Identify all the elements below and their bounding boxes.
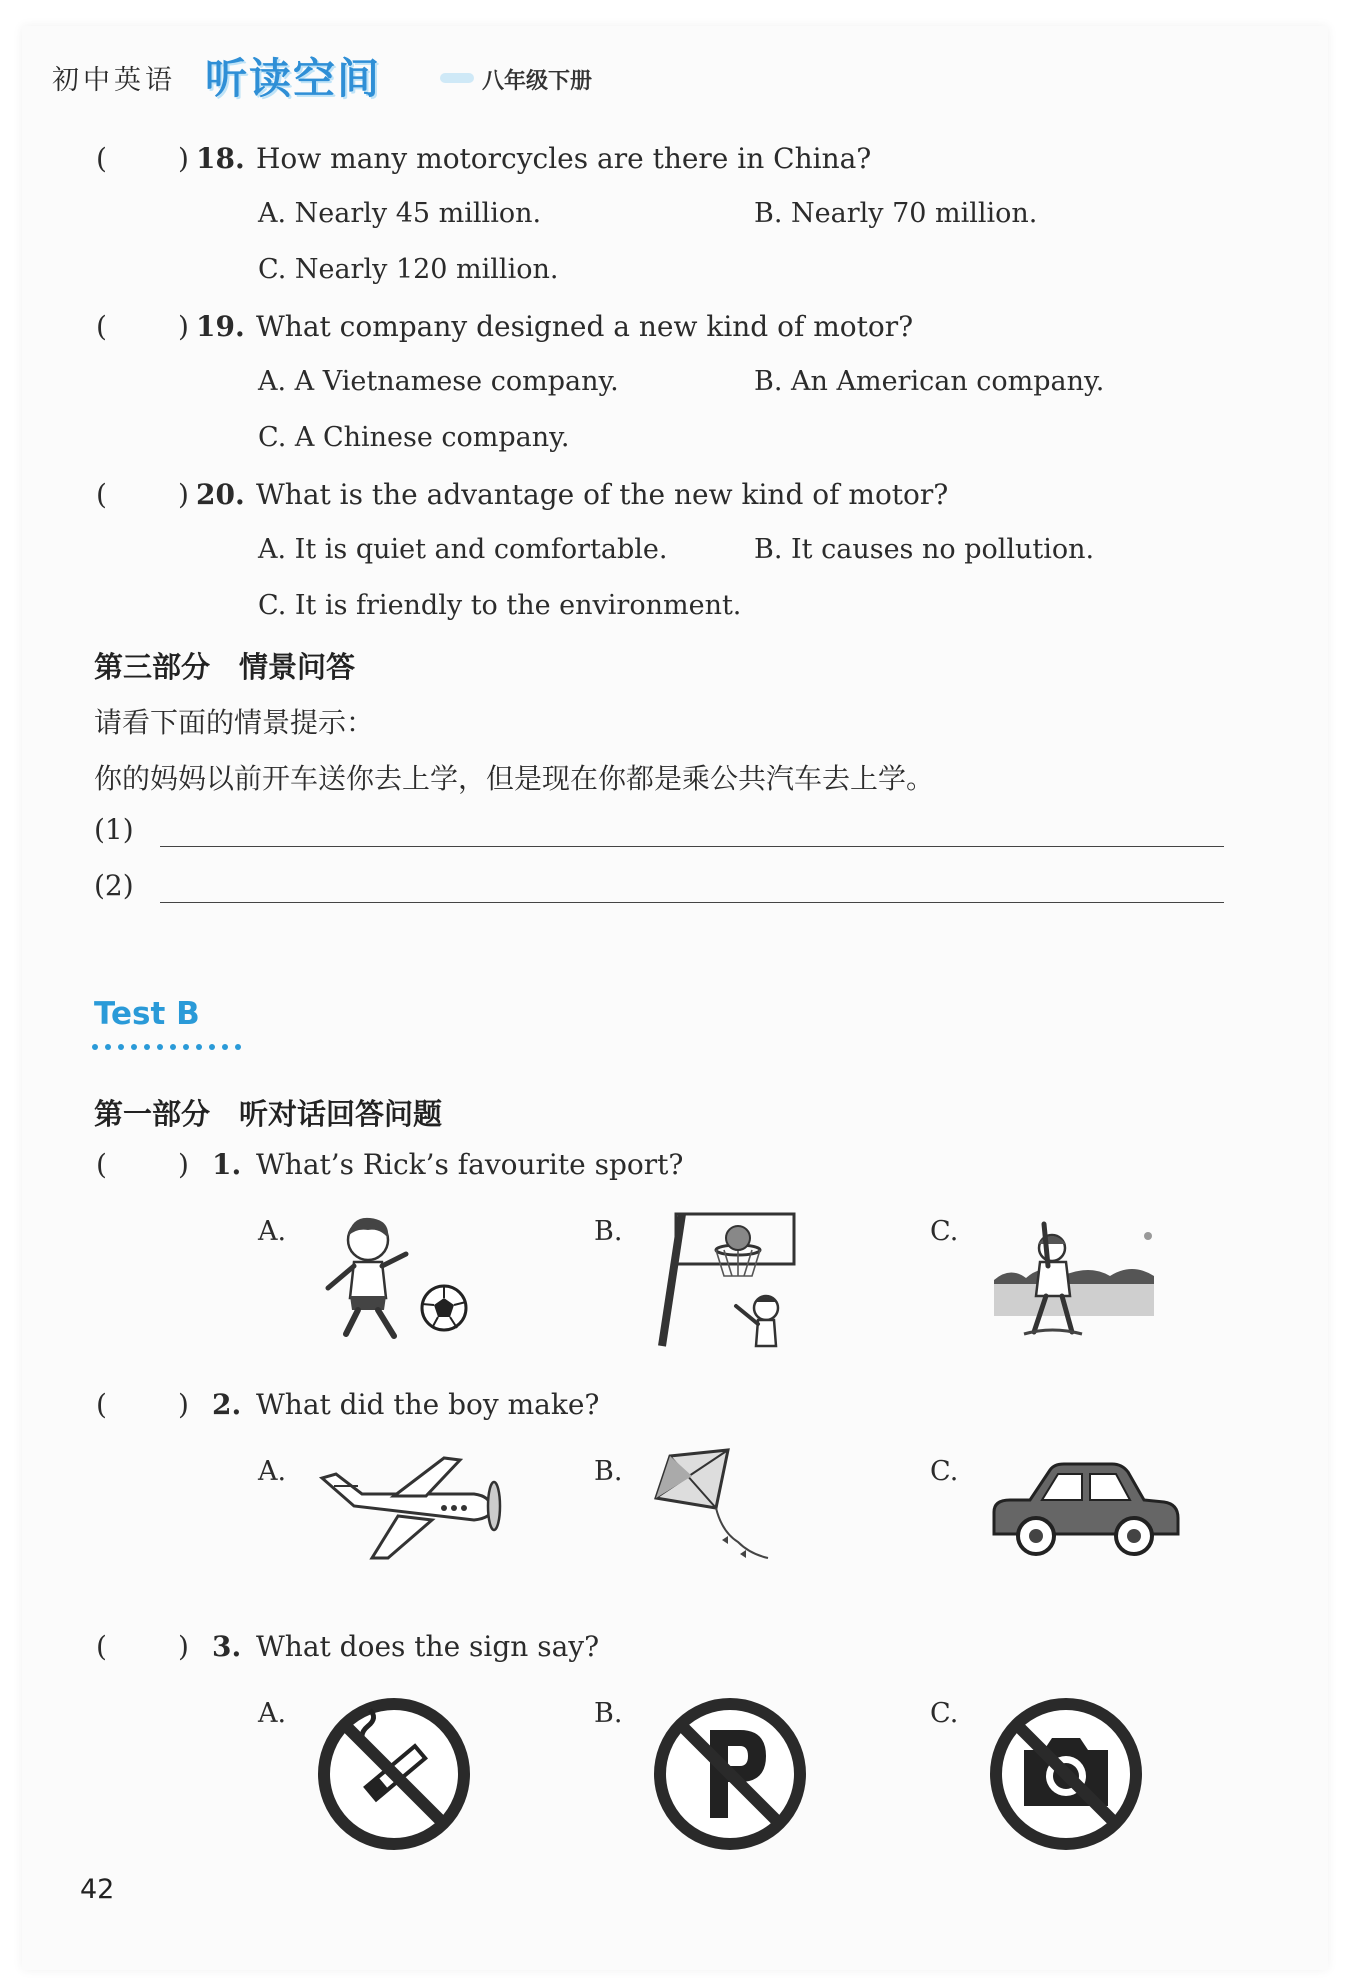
answer-paren-close: ): [178, 1388, 189, 1421]
blank-label: (2): [94, 869, 134, 902]
no-parking-icon: [652, 1696, 808, 1852]
no-camera-icon: [988, 1696, 1144, 1852]
answer-paren-close: ): [178, 310, 189, 343]
series-title: 初中英语: [52, 65, 176, 96]
scenario-prompt: 请看下面的情景提示：: [94, 706, 375, 739]
car-icon: [984, 1450, 1184, 1570]
question-text: What did the boy make?: [256, 1388, 600, 1421]
kite-icon: [650, 1446, 780, 1576]
answer-paren-open: (: [96, 1630, 107, 1663]
airplane-icon: [314, 1454, 514, 1564]
option-a-label: A.: [258, 1698, 287, 1729]
basketball-hoop-icon: [648, 1210, 798, 1350]
answer-paren-open: (: [96, 142, 107, 175]
option-b: B. Nearly 70 million.: [754, 198, 1038, 229]
question-number: 3.: [212, 1630, 242, 1663]
option-c: C. Nearly 120 million.: [258, 254, 559, 285]
page-number: 42: [80, 1874, 115, 1905]
answer-paren-close: ): [178, 1148, 189, 1181]
option-b-label: B.: [594, 1456, 623, 1487]
logo-text: 听读空间: [205, 54, 382, 103]
answer-paren-open: (: [96, 310, 107, 343]
question-text: How many motorcycles are there in China?: [256, 142, 872, 175]
option-c-label: C.: [930, 1216, 959, 1247]
option-c: C. It is friendly to the environment.: [258, 590, 742, 621]
answer-paren-open: (: [96, 478, 107, 511]
question-number: 2.: [212, 1388, 242, 1421]
option-a-label: A.: [258, 1216, 287, 1247]
option-b-label: B.: [594, 1216, 623, 1247]
header-decoration: [440, 73, 474, 83]
answer-line[interactable]: [160, 846, 1224, 847]
option-b: B. It causes no pollution.: [754, 534, 1095, 565]
question-text: What is the advantage of the new kind of motor?: [256, 478, 949, 511]
question-number: 18.: [196, 142, 245, 175]
answer-line[interactable]: [160, 902, 1224, 903]
section-title: 第一部分 听对话回答问题: [94, 1097, 443, 1131]
title-underline-dots: [92, 1044, 241, 1050]
option-c: C. A Chinese company.: [258, 422, 570, 453]
question-text: What does the sign say?: [256, 1630, 600, 1663]
question-number: 20.: [196, 478, 245, 511]
question-number: 1.: [212, 1148, 242, 1181]
answer-paren-open: (: [96, 1148, 107, 1181]
question-number: 19.: [196, 310, 245, 343]
option-c-label: C.: [930, 1456, 959, 1487]
test-b-title: Test B: [94, 996, 200, 1032]
answer-paren-close: ): [178, 478, 189, 511]
option-a: A. Nearly 45 million.: [258, 198, 542, 229]
no-smoking-icon: [316, 1696, 472, 1852]
question-text: What company designed a new kind of motor?: [256, 310, 914, 343]
option-a-label: A.: [258, 1456, 287, 1487]
baseball-batter-icon: [990, 1210, 1160, 1350]
section-title: 第三部分 情景问答: [94, 650, 356, 684]
answer-paren-close: ): [178, 142, 189, 175]
question-text: What’s Rick’s favourite sport?: [256, 1148, 684, 1181]
option-a: A. A Vietnamese company.: [258, 366, 619, 397]
option-a: A. It is quiet and comfortable.: [258, 534, 668, 565]
blank-label: (1): [94, 813, 134, 846]
scenario-text: 你的妈妈以前开车送你去上学，但是现在你都是乘公共汽车去上学。: [94, 762, 935, 795]
grade-label: 八年级下册: [482, 69, 593, 94]
answer-paren-close: ): [178, 1630, 189, 1663]
soccer-boy-icon: [310, 1210, 480, 1350]
answer-paren-open: (: [96, 1388, 107, 1421]
option-b-label: B.: [594, 1698, 623, 1729]
option-b: B. An American company.: [754, 366, 1105, 397]
option-c-label: C.: [930, 1698, 959, 1729]
